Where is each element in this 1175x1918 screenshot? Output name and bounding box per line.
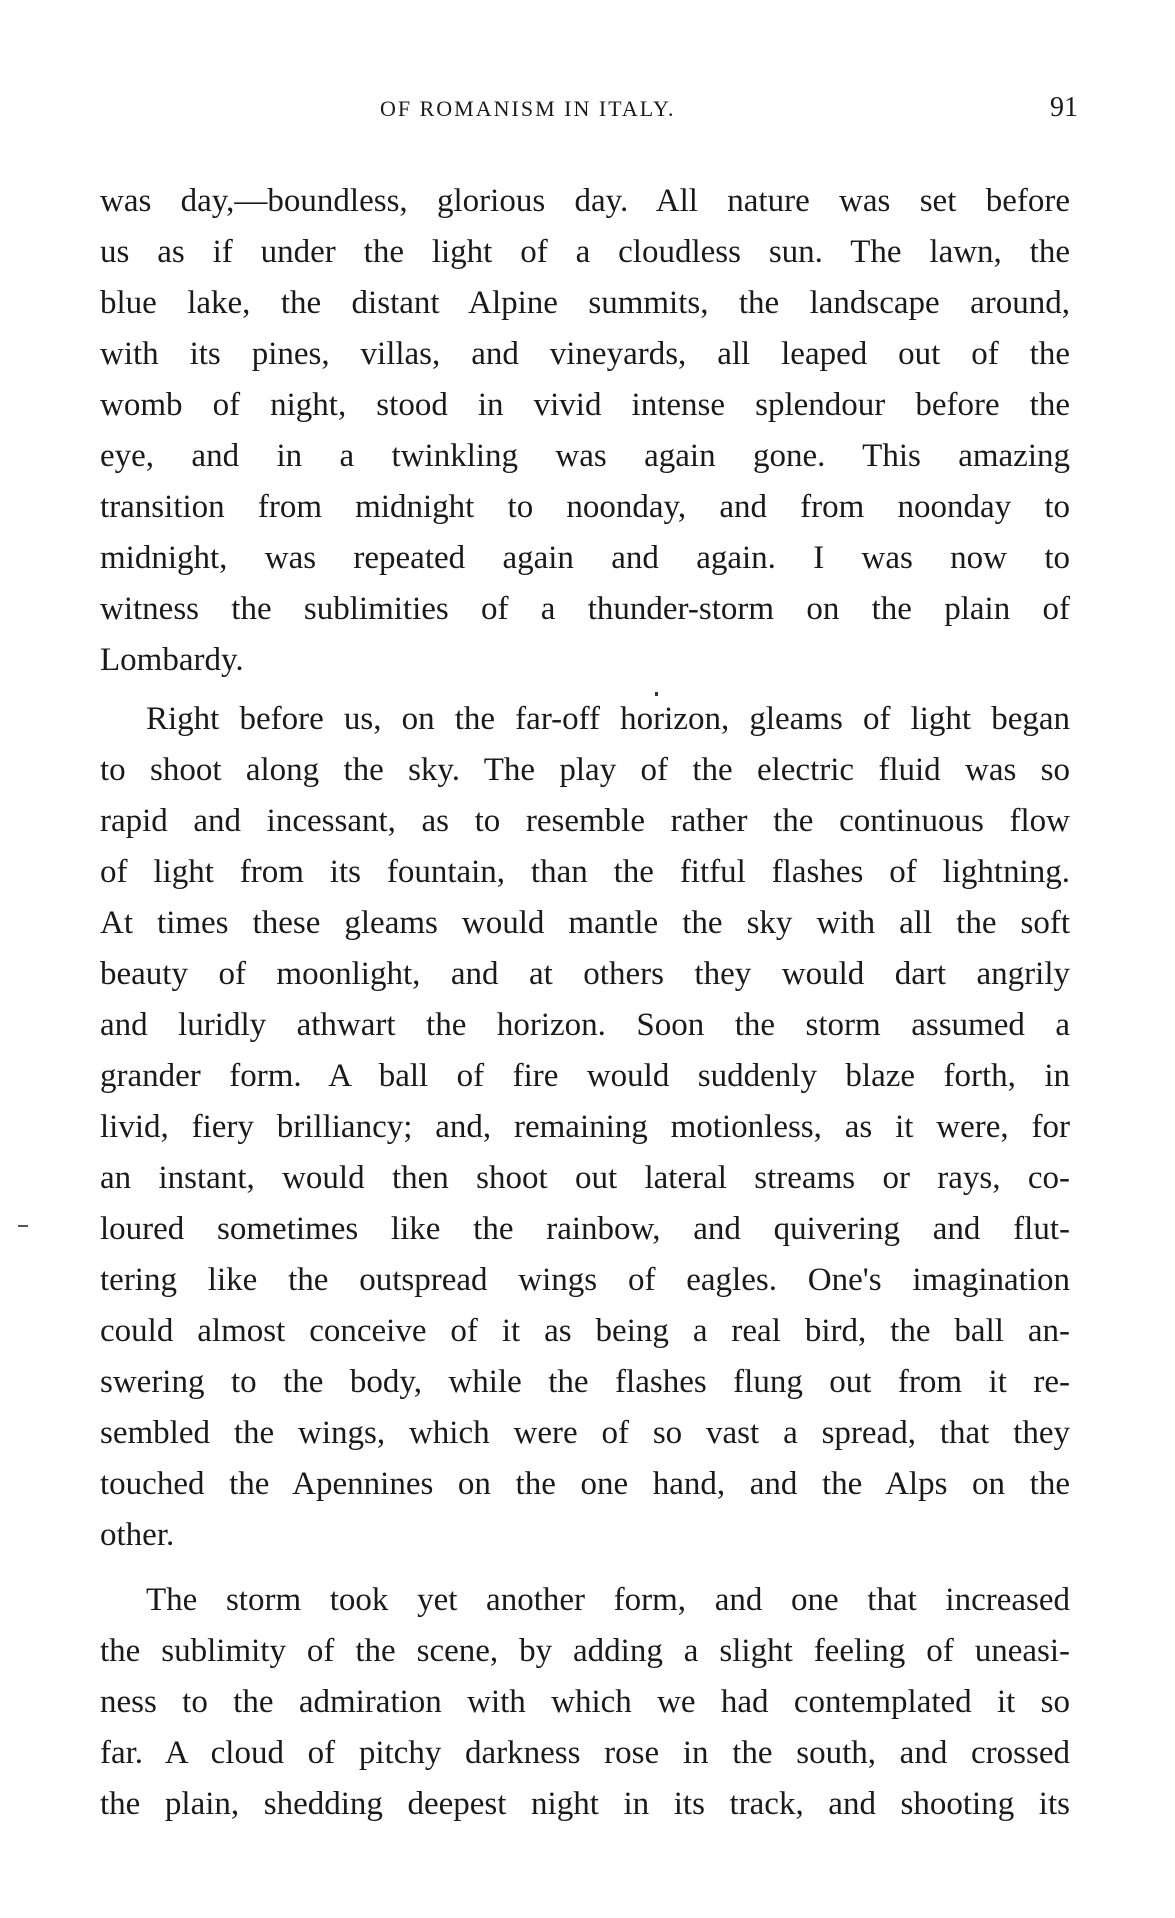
text-line: grander form. A ball of fire would suddenly blaze forth, in (100, 1058, 1070, 1094)
text-line: far. A cloud of pitchy darkness rose in the south, and crossed (100, 1735, 1070, 1771)
text-line: to shoot along the sky. The play of the electric fluid was so (100, 752, 1070, 788)
text-line: rapid and incessant, as to resemble rather the continuous flow (100, 803, 1070, 839)
text-line: womb of night, stood in vivid intense splendour before the (100, 387, 1070, 423)
print-speck (655, 692, 658, 696)
text-line: At times these gleams would mantle the sky with all the soft (100, 905, 1070, 941)
text-line: an instant, would then shoot out lateral streams or rays, co- (100, 1160, 1070, 1196)
margin-mark (18, 1225, 28, 1227)
text-line: blue lake, the distant Alpine summits, the landscape around, (100, 285, 1070, 321)
text-line: other. (100, 1517, 175, 1553)
text-line: sembled the wings, which were of so vast a spread, that they (100, 1415, 1070, 1451)
text-line: could almost conceive of it as being a real bird, the ball an- (100, 1313, 1070, 1349)
paragraph-start-line: The storm took yet another form, and one that increased (146, 1582, 1070, 1618)
text-line: swering to the body, while the flashes flung out from it re- (100, 1364, 1070, 1400)
text-line: transition from midnight to noonday, and from noonday to (100, 489, 1070, 525)
text-line: and luridly athwart the horizon. Soon the storm assumed a (100, 1007, 1070, 1043)
text-line: was day,—boundless, glorious day. All nature was set before (100, 183, 1070, 219)
text-line: of light from its fountain, than the fitful flashes of lightning. (100, 854, 1070, 890)
text-line: loured sometimes like the rainbow, and quivering and flut- (100, 1211, 1070, 1247)
text-line: Lombardy. (100, 642, 244, 678)
text-line: witness the sublimities of a thunder-storm on the plain of (100, 591, 1070, 627)
text-line: tering like the outspread wings of eagles. One's imagination (100, 1262, 1070, 1298)
text-line: livid, fiery brilliancy; and, remaining motionless, as it were, for (100, 1109, 1070, 1145)
page-number: 91 (1050, 92, 1078, 123)
text-line: us as if under the light of a cloudless sun. The lawn, the (100, 234, 1070, 270)
text-line: with its pines, villas, and vineyards, all leaped out of the (100, 336, 1070, 372)
text-line: ness to the admiration with which we had contemplated it so (100, 1684, 1070, 1720)
text-line: midnight, was repeated again and again. I was now to (100, 540, 1070, 576)
paragraph-start-line: Right before us, on the far-off horizon, gleams of light began (146, 701, 1070, 737)
text-line: the plain, shedding deepest night in its track, and shooting its (100, 1786, 1070, 1822)
running-head: OF ROMANISM IN ITALY. (380, 96, 676, 121)
text-line: the sublimity of the scene, by adding a slight feeling of uneasi- (100, 1633, 1070, 1669)
text-line: beauty of moonlight, and at others they would dart angrily (100, 956, 1070, 992)
text-line: touched the Apennines on the one hand, and the Alps on the (100, 1466, 1070, 1502)
text-line: eye, and in a twinkling was again gone. This amazing (100, 438, 1070, 474)
